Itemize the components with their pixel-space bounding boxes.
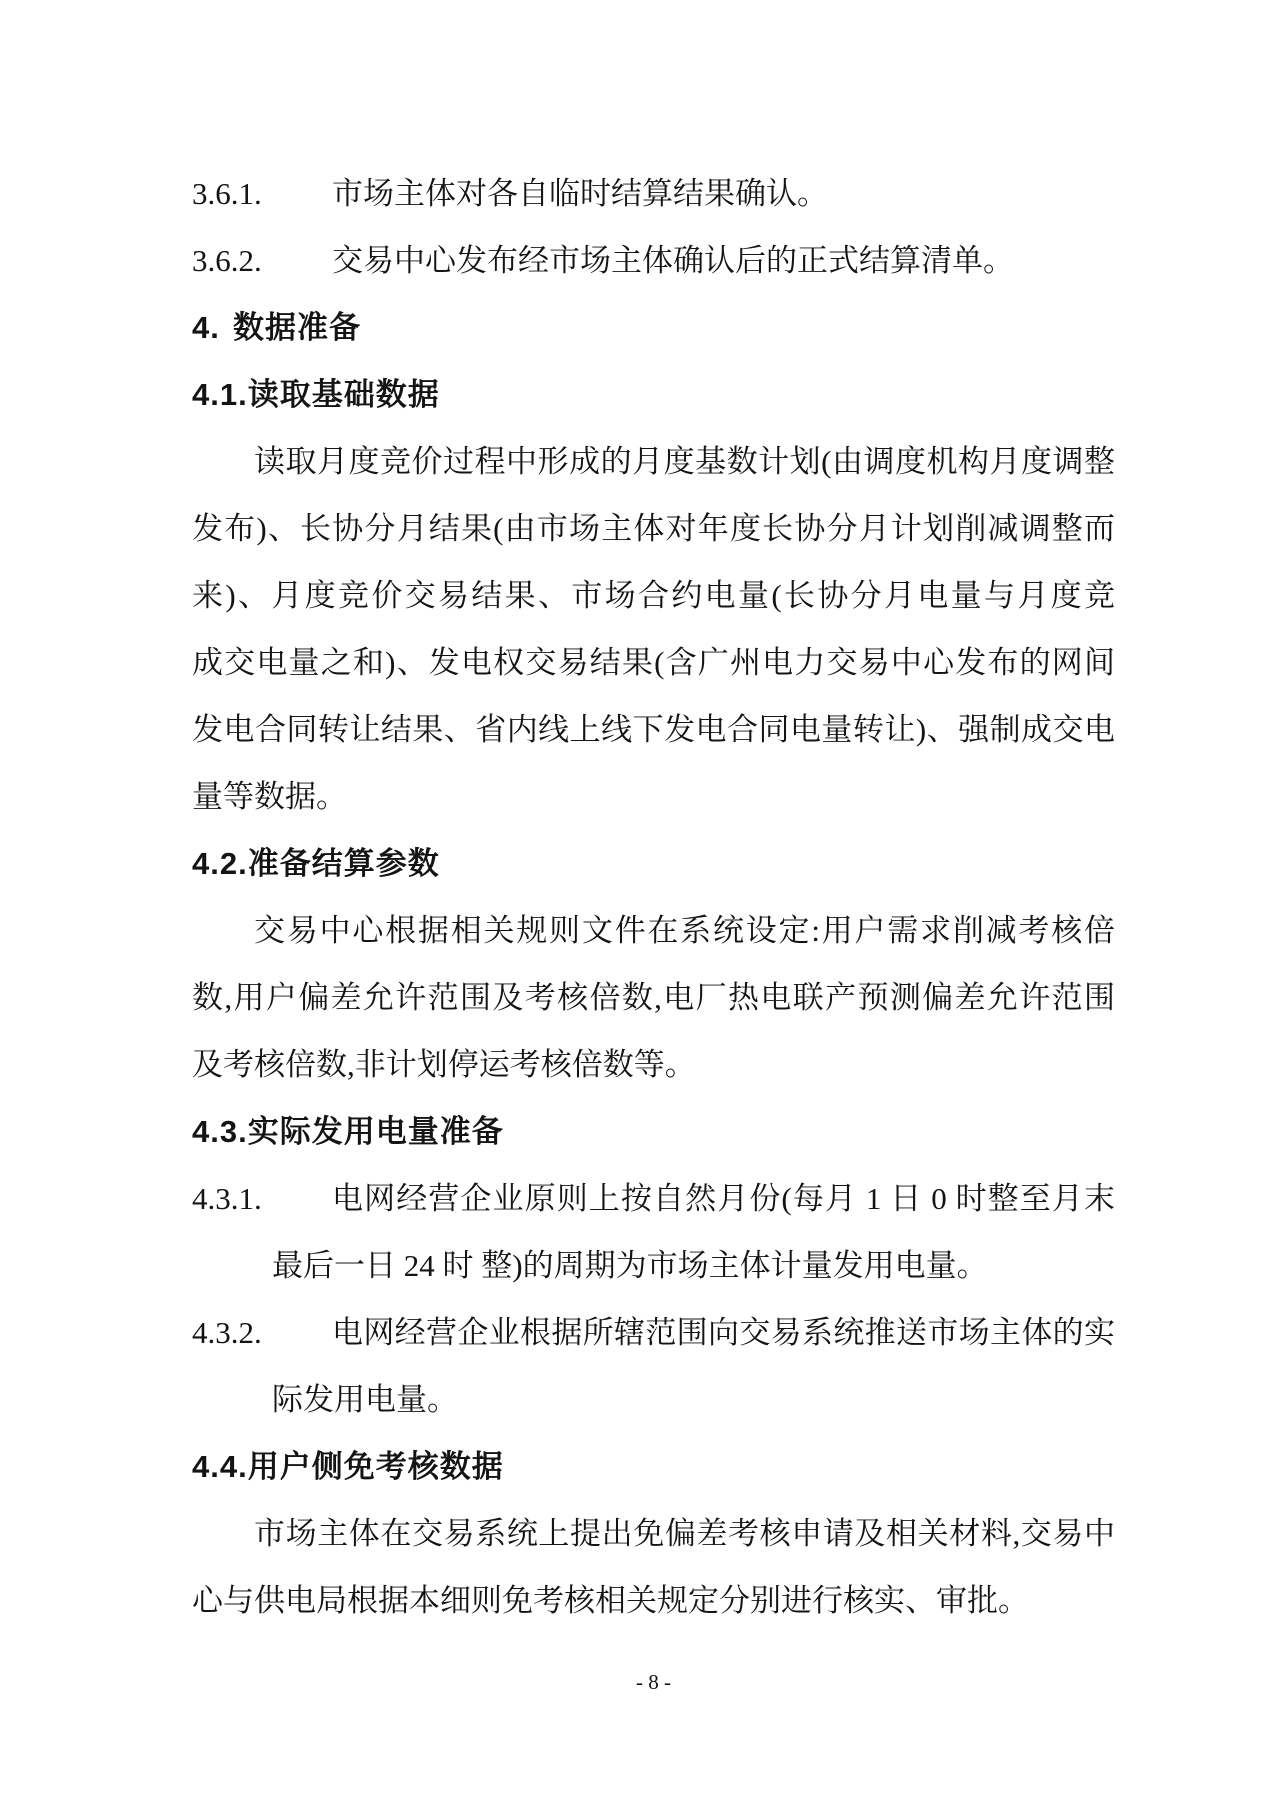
clause-number: 4.3.1. [192, 1181, 262, 1216]
paragraph-line: 成交电量之和)、发电权交易结果(含广州电力交易中心发布的网间 [192, 645, 1115, 680]
clause-number: 3.6.2. [192, 243, 262, 278]
paragraph-line: 来)、月度竞价交易结果、市场合约电量(长协分月电量与月度竞 [192, 578, 1115, 613]
section-heading-4 [192, 294, 1115, 361]
clause-text: 交易中心发布经市场主体确认后的正式结算清单。 [332, 243, 1014, 278]
clause-number: 4.3.2. [192, 1315, 262, 1350]
heading-number: 4. [192, 310, 220, 345]
clause-continuation: 际发用电量。 [272, 1382, 458, 1417]
clause-text: 电网经营企业原则上按自然月份(每月 1 日 0 时整至月末 [332, 1181, 1115, 1216]
clause-number: 3.6.1. [192, 176, 262, 211]
paragraph-line: 交易中心根据相关规则文件在系统设定:用户需求削减考核倍 [254, 913, 1115, 948]
clause-continuation: 最后一日 24 时 整)的周期为市场主体计量发用电量。 [272, 1248, 988, 1283]
paragraph-line: 读取月度竞价过程中形成的月度基数计划(由调度机构月度调整 [254, 444, 1115, 479]
clause-3-6-1 [192, 160, 1115, 227]
clause-4-3-2 [192, 1299, 1115, 1366]
paragraph-line: 发布)、长协分月结果(由市场主体对年度长协分月计划削减调整而 [192, 511, 1115, 546]
paragraph-line: 数,用户偏差允许范围及考核倍数,电厂热电联产预测偏差允许范围 [192, 980, 1115, 1015]
clause-3-6-2 [192, 227, 1115, 294]
clause-4-3-1 [192, 1165, 1115, 1232]
heading-text: 数据准备 [233, 310, 361, 345]
document-body [192, 160, 1115, 1634]
section-heading-4-4: 4.4.用户侧免考核数据 [192, 1449, 504, 1484]
paragraph-line: 市场主体在交易系统上提出免偏差考核申请及相关材料,交易中 [254, 1516, 1115, 1551]
page-number: - 8 - [636, 1670, 671, 1694]
clause-text: 电网经营企业根据所辖范围向交易系统推送市场主体的实 [332, 1315, 1115, 1350]
paragraph-line: 量等数据。 [192, 779, 347, 814]
paragraph-line: 发电合同转让结果、省内线上线下发电合同电量转让)、强制成交电 [192, 712, 1115, 747]
clause-text: 市场主体对各自临时结算结果确认。 [332, 176, 828, 211]
paragraph-line: 心与供电局根据本细则免考核相关规定分别进行核实、审批。 [192, 1583, 1029, 1618]
paragraph-line: 及考核倍数,非计划停运考核倍数等。 [192, 1047, 696, 1082]
section-heading-4-2: 4.2.准备结算参数 [192, 846, 440, 881]
section-heading-4-1: 4.1.读取基础数据 [192, 377, 440, 412]
section-heading-4-3: 4.3.实际发用电量准备 [192, 1114, 504, 1149]
